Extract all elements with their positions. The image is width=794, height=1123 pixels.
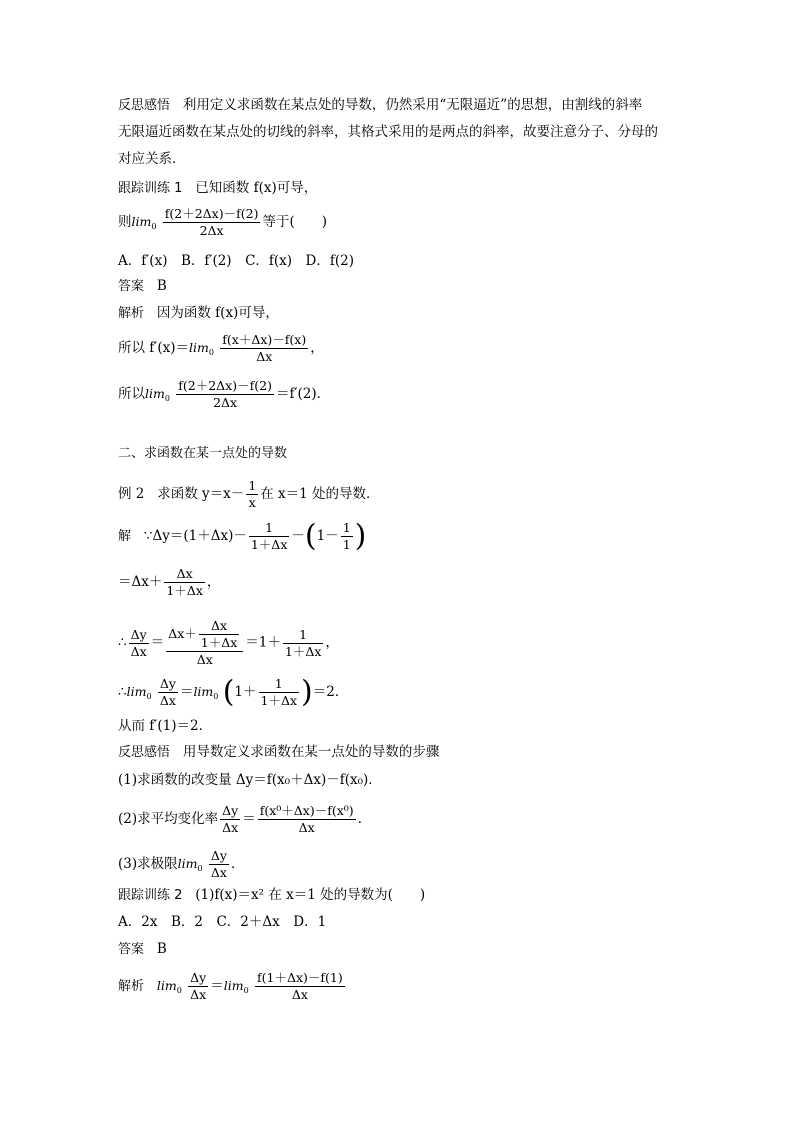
limit-symbol: lim xyxy=(145,386,165,401)
solution-text: 因为函数 f(x)可导， xyxy=(156,305,279,321)
reflection-label: 反思感悟 xyxy=(118,98,171,113)
limit-subscript: 0 xyxy=(151,222,157,231)
numerator: Δy xyxy=(210,848,227,863)
solution-label: 解 xyxy=(118,529,132,544)
denominator: Δx xyxy=(298,820,315,835)
formula-prefix: ∵Δy＝(1＋Δx)－ xyxy=(143,528,247,544)
numerator: 1 xyxy=(342,520,351,535)
limit-subscript: 0 xyxy=(243,986,249,995)
solution-1-line-2 xyxy=(118,378,330,411)
numerator: f(2＋2Δx)－f(2) xyxy=(178,378,272,393)
fraction xyxy=(258,803,356,836)
fraction xyxy=(163,206,261,239)
numerator: 1 xyxy=(249,520,290,537)
numerator: Δy xyxy=(190,970,207,985)
numerator: Δy xyxy=(130,626,147,642)
limit-symbol: lim xyxy=(223,978,244,993)
denominator: x xyxy=(248,495,256,510)
answer-1 xyxy=(118,276,167,297)
reflection-line-3: 对应关系． xyxy=(118,151,186,167)
limit-subscript: 0 xyxy=(213,692,219,701)
formula-inner: 1＋ xyxy=(234,684,257,700)
question-1-formula xyxy=(118,206,327,239)
section-2-title: 二、求函数在某一点处的导数 xyxy=(118,446,288,461)
denominator: 1 xyxy=(342,537,351,552)
formula-suffix: ， xyxy=(310,340,324,356)
numerator: 1 xyxy=(283,627,324,644)
step-prefix: (3)求极限 xyxy=(118,856,178,872)
denominator: 1＋Δx xyxy=(284,643,322,659)
reflection-paragraph-2 xyxy=(118,742,439,763)
formula-prefix: 则 xyxy=(118,214,132,230)
formula-prefix: 所以 xyxy=(118,386,145,402)
step-prefix: (2)求平均变化率 xyxy=(118,811,219,827)
practice-text: (1)f(x)＝x² 在 x＝1 处的导数为( ) xyxy=(195,887,426,903)
numerator: Δx xyxy=(199,618,240,635)
fraction xyxy=(246,478,258,511)
limit-symbol: lim xyxy=(126,684,147,699)
solution-label: 解析 xyxy=(118,306,145,321)
fraction xyxy=(158,676,178,709)
fraction xyxy=(188,970,208,1003)
solution-2b xyxy=(118,970,347,1003)
answer-value: B xyxy=(156,941,167,957)
solution-1-line-1 xyxy=(118,332,324,365)
question-2-options: A．2x B．2 C．2＋Δx D．1 xyxy=(118,914,327,930)
formula-prefix: ∴ xyxy=(118,684,127,700)
equals: ＝ xyxy=(179,684,194,700)
limit-subscript: 0 xyxy=(208,348,214,357)
denominator: Δx xyxy=(196,652,213,667)
denominator: Δx xyxy=(130,643,147,659)
numerator: 1 xyxy=(248,478,257,493)
limit-subscript: 0 xyxy=(164,394,170,403)
practice-2-heading xyxy=(118,885,425,906)
numerator xyxy=(166,618,243,652)
numerator: f(x＋Δx)－f(x) xyxy=(222,332,307,347)
practice-text: 已知函数 f(x)可导， xyxy=(195,180,318,196)
right-paren: ) xyxy=(354,518,367,554)
numerator: Δy xyxy=(159,676,176,691)
formula-suffix: ＝f′(2)． xyxy=(275,386,331,402)
left-paren: ( xyxy=(222,674,235,710)
numerator: f(1＋Δx)－f(1) xyxy=(256,970,343,985)
example-prefix: 求函数 y＝x－ xyxy=(157,486,245,502)
limit-symbol: lim xyxy=(177,856,198,871)
numerator-part: Δx＋ xyxy=(168,626,197,641)
denominator: 1＋Δx xyxy=(250,537,288,552)
limit-symbol: lim xyxy=(131,214,152,229)
fraction xyxy=(129,627,149,660)
limit-subscript: 0 xyxy=(197,864,203,873)
question-1-options: A．f′(x) B．f′(2) C．f(x) D．f(2) xyxy=(118,253,354,269)
denominator: Δx xyxy=(210,865,227,880)
compound-fraction xyxy=(166,618,243,668)
numerator: f(x⁰＋Δx)－f(x⁰) xyxy=(259,803,354,818)
numerator: Δy xyxy=(222,803,239,818)
practice-label: 跟踪训练 1 xyxy=(118,181,183,196)
answer-label: 答案 xyxy=(118,942,145,957)
fraction xyxy=(249,520,290,553)
reflection-text: 用导数定义求函数在某一点处的导数的步骤 xyxy=(182,744,440,760)
limit-symbol: lim xyxy=(156,978,177,993)
limit-symbol: lim xyxy=(193,684,214,699)
reflection-paragraph-1 xyxy=(118,95,642,116)
fraction xyxy=(209,848,229,881)
denominator: Δx xyxy=(291,987,308,1002)
step-suffix: ． xyxy=(230,856,245,872)
limit-symbol: lim xyxy=(189,340,209,355)
denominator: 2Δx xyxy=(199,223,224,238)
solution-2-conclusion: 从而 f′(1)＝2． xyxy=(118,718,213,734)
fraction xyxy=(255,970,345,1003)
step-suffix: ． xyxy=(357,811,372,827)
solution-label: 解析 xyxy=(118,979,145,994)
fraction xyxy=(283,627,324,660)
limit-subscript: 0 xyxy=(176,986,182,995)
left-paren: ( xyxy=(304,518,317,554)
solution-2-line-4 xyxy=(118,676,348,709)
equals: ＝ xyxy=(150,634,165,651)
numerator: Δx xyxy=(164,566,205,583)
denominator: 2Δx xyxy=(213,395,238,410)
denominator: 1＋Δx xyxy=(200,635,238,650)
solution-2-line-1 xyxy=(118,520,366,553)
step-1: (1)求函数的改变量 Δy＝f(x₀＋Δx)－f(x₀)． xyxy=(118,772,382,788)
numerator: f(2＋2Δx)－f(2) xyxy=(164,206,259,221)
fraction xyxy=(220,803,240,836)
practice-label: 跟踪训练 2 xyxy=(118,888,183,903)
step-3 xyxy=(118,848,244,881)
fraction xyxy=(220,332,308,365)
example-suffix: 在 x＝1 处的导数． xyxy=(260,486,380,502)
fraction xyxy=(259,676,300,709)
fraction xyxy=(176,378,274,411)
formula-suffix: ， xyxy=(206,574,221,590)
denominator: Δx xyxy=(190,987,207,1002)
reflection-line-2: 无限逼近函数在某点处的切线的斜率，其格式采用的是两点的斜率，故要注意分子、分母的 xyxy=(118,124,658,140)
numerator: 1 xyxy=(259,676,300,693)
answer-label: 答案 xyxy=(118,279,145,294)
denominator: 1＋Δx xyxy=(260,693,298,708)
solution-1-heading xyxy=(118,303,279,324)
equals: ＝ xyxy=(242,811,256,827)
formula-prefix: ＝Δx＋ xyxy=(118,574,163,590)
example-label: 例 2 xyxy=(118,486,145,502)
formula-mid: ＝1＋ xyxy=(245,634,281,651)
right-paren: ) xyxy=(301,674,313,710)
formula-prefix: 所以 f′(x)＝ xyxy=(118,340,190,356)
inner-fraction xyxy=(199,618,240,651)
solution-2-line-2 xyxy=(118,566,220,599)
formula-mid: － xyxy=(291,528,305,544)
fraction xyxy=(164,566,205,599)
formula-suffix: 等于( ) xyxy=(262,214,327,230)
formula-inner: 1－ xyxy=(316,528,339,544)
reflection-text: 利用定义求函数在某点处的导数，仍然采用“无限逼近”的思想，由割线的斜率 xyxy=(182,97,643,113)
denominator: 1＋Δx xyxy=(166,583,203,598)
equals: ＝ xyxy=(210,978,224,994)
answer-2 xyxy=(118,939,167,960)
denominator: Δx xyxy=(256,349,273,364)
denominator: Δx xyxy=(222,820,239,835)
practice-1-heading xyxy=(118,178,317,199)
formula-suffix: ， xyxy=(325,634,339,651)
denominator: Δx xyxy=(159,693,176,708)
answer-value: B xyxy=(156,278,167,294)
formula-prefix: ∴ xyxy=(118,634,127,651)
example-2 xyxy=(118,478,380,511)
solution-2-line-3 xyxy=(118,618,339,668)
limit-subscript: 0 xyxy=(146,692,152,701)
formula-suffix: ＝2． xyxy=(312,684,349,700)
fraction xyxy=(341,520,353,553)
reflection-label: 反思感悟 xyxy=(118,745,171,760)
step-2 xyxy=(118,803,371,836)
